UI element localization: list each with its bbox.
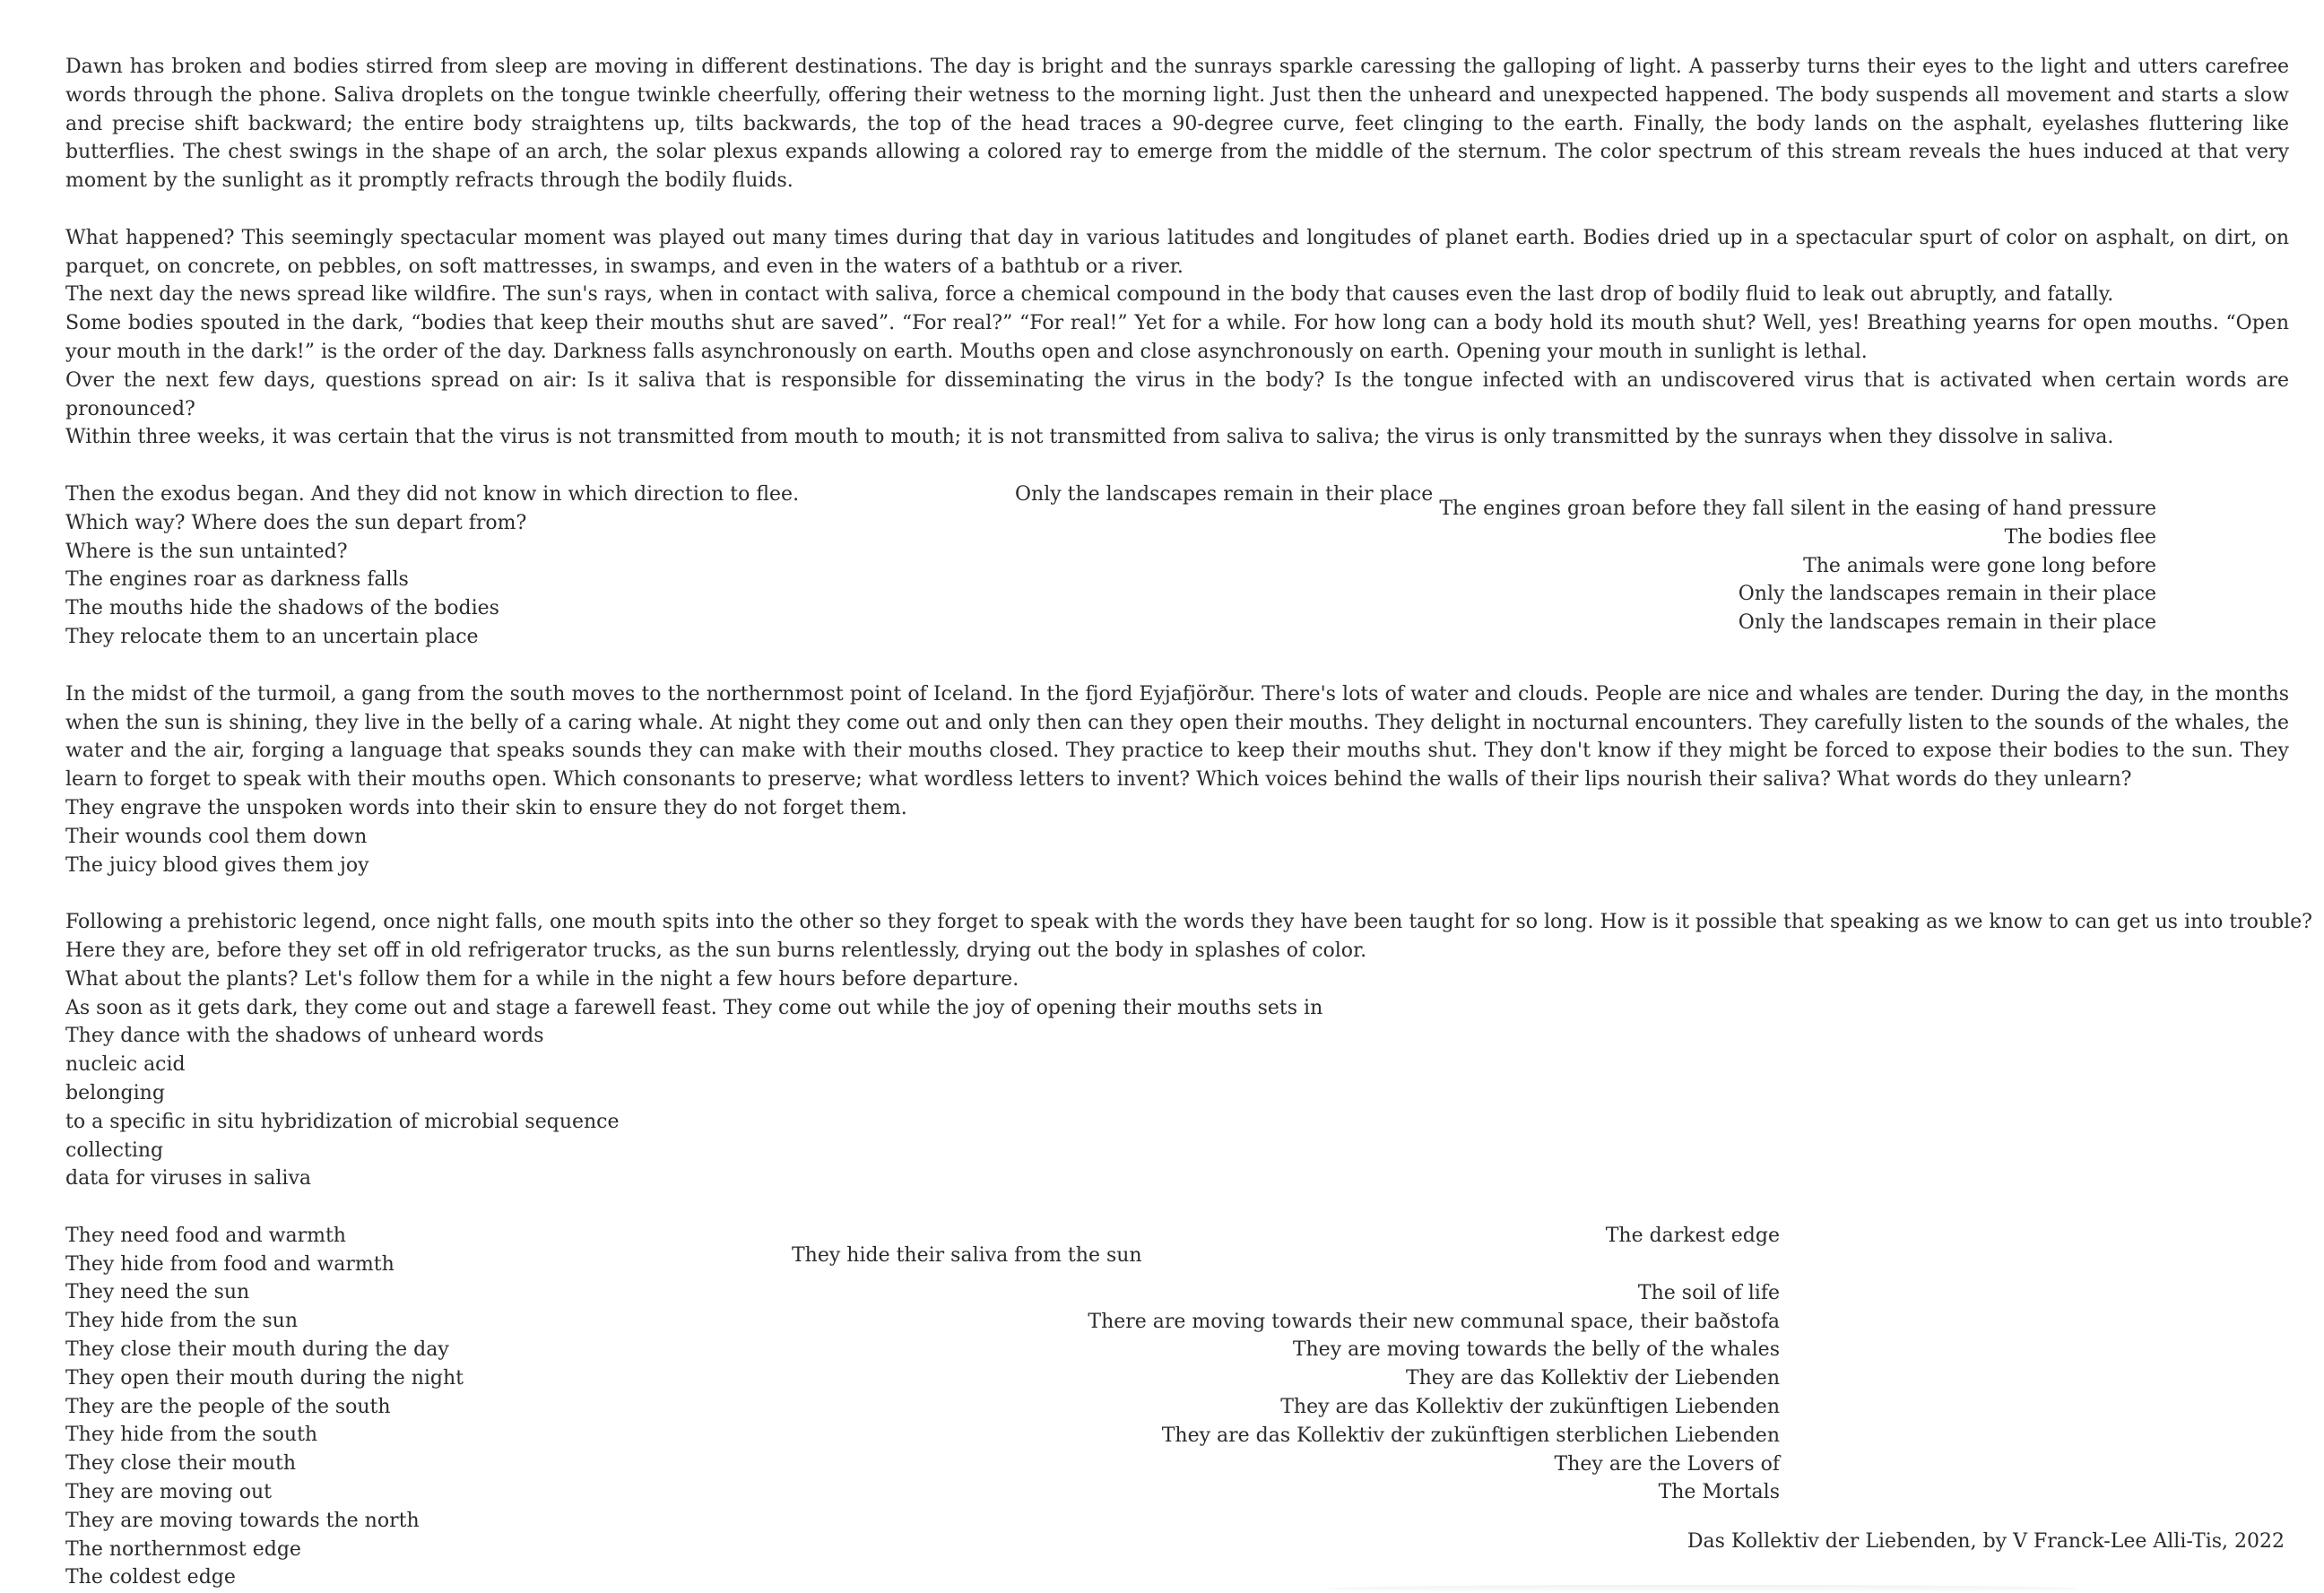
- poem-line: They hide from the sun: [65, 1310, 298, 1333]
- poem-line: The northernmost edge: [65, 1537, 301, 1561]
- text-line: As soon as it gets dark, they come out and stage a farewell feast. They come out while the joy of opening their mouths sets in: [65, 996, 1323, 1019]
- essay-page: [65, 53, 2312, 1593]
- exodus-poem: [65, 480, 2289, 652]
- text-line: Following a prehistoric legend, once night falls, one mouth spits into the other so they forget to speak with the words they have been taught for so long. How is it possible that speaking as we know to can get us into trouble?: [65, 911, 2312, 934]
- poem-line: The engines roar as darkness falls: [65, 568, 409, 592]
- poem-line: Where is the sun untainted?: [65, 540, 348, 563]
- text-line: to a specific in situ hybridization of microbial sequence: [65, 1110, 620, 1133]
- poem-line: Then the exodus began. And they did not know in which direction to flee.: [65, 482, 800, 506]
- three-weeks-paragraph: Within three weeks, it was certain that the virus is not transmitted from mouth to mouth; it is not transmitted from saliva to saliva; the virus is only transmitted by the sunrays when they dissolve in saliva.: [65, 426, 2114, 449]
- poem-line: They hide from the south: [65, 1424, 318, 1447]
- poem-line: They hide from food and warmth: [65, 1252, 395, 1276]
- poem-right-line: They are moving towards the belly of the whales: [1292, 1338, 1780, 1362]
- poem-right-line: The Mortals: [1658, 1481, 1780, 1504]
- text-line: The juicy blood gives them joy: [65, 853, 369, 877]
- poem-right-line: They are das Kollektiv der Liebenden: [1405, 1367, 1780, 1390]
- poem-line: The coldest edge: [65, 1566, 236, 1589]
- what-happened-paragraph: What happened? This seemingly spectacular moment was played out many times during that day in various latitudes and longitudes of planet earth. Bodies dried up in a spectacular spurt of color on asphalt, on dirt, on parquet, on concrete, on pebbles, on soft mattresses, in swamps, and even in the waters of a bathtub or a river.: [65, 226, 2289, 278]
- poem-line: They are the people of the south: [65, 1395, 391, 1418]
- poem-right-line: The engines groan before they fall silent in the easing of hand pressure: [1439, 497, 2156, 520]
- bottom-shadow: [1327, 1585, 2080, 1592]
- news-paragraph: The next day the news spread like wildfire. The sun's rays, when in contact with saliva, force a chemical compound in the body that causes even the last drop of bodily fluid to leak out abruptly, and fatally.: [65, 283, 2114, 307]
- poem-line: They relocate them to an uncertain place: [65, 625, 479, 648]
- text-line: collecting: [65, 1138, 164, 1162]
- poem-center-line: They hide their saliva from the sun: [792, 1243, 1142, 1267]
- text-line: Their wounds cool them down: [65, 825, 368, 848]
- text-line: data for viruses in saliva: [65, 1167, 312, 1190]
- intro-paragraph: Dawn has broken and bodies stirred from sleep are moving in different destinations. The day is bright and the sunrays sparkle caressing the galloping of light. A passerby turns their eyes to the light and utters carefree words through the phone. Saliva droplets on the tongue twinkle cheerfully, offering their wetness to the morning light. Just then the unheard and unexpected happened. The body suspends all movement and starts a slow and precise shift backward; the entire body straightens up, tilts backwards, the top of the head traces a 90-degree curve, feet clinging to the earth. Finally, the body lands on the asphalt, eyelashes fluttering like butterflies. The chest swings in the shape of an arch, the solar plexus expands allowing a colored ray to emerge from the middle of the sternum. The color spectrum of this stream reveals the hues induced at that very moment by the sunlight as it promptly refracts through the bodily fluids.: [65, 56, 2289, 193]
- poem-line: They close their mouth during the day: [65, 1338, 449, 1362]
- text-line: They engrave the unspoken words into their skin to ensure they do not forget them.: [65, 796, 907, 819]
- text-line: nucleic acid: [65, 1053, 186, 1077]
- poem-line: They close their mouth: [65, 1452, 297, 1476]
- poem-right-line: There are moving towards their new communal space, their baðstofa: [1088, 1310, 1780, 1333]
- poem-line: The mouths hide the shadows of the bodies: [65, 597, 499, 620]
- poem-line: Which way? Where does the sun depart from?: [65, 511, 527, 534]
- poem-right-line: They are das Kollektiv der zukünftigen sterblichen Liebenden: [1161, 1424, 1780, 1447]
- poem-right-line: The bodies flee: [2004, 525, 2156, 549]
- poem-line: They need the sun: [65, 1281, 250, 1304]
- dark-paragraph: Some bodies spouted in the dark, “bodies that keep their mouths shut are saved”. “For real?” “For real!” Yet for a while. For how long can a body hold its mouth shut? Well, yes! Breathing yearns for open mouths. “Open your mouth in the dark!” is the order of the day. Darkness falls asynchronously on earth. Mouths open and close asynchronously on earth. Opening your mouth in sunlight is lethal.: [65, 312, 2289, 363]
- poem-right-line: The soil of life: [1637, 1281, 1780, 1304]
- poem-line: They are moving towards the north: [65, 1509, 420, 1532]
- poem-line: They are moving out: [65, 1481, 273, 1504]
- poem-right-top-line: The darkest edge: [1605, 1224, 1780, 1247]
- questions-paragraph: Over the next few days, questions spread on air: Is it saliva that is responsible for disseminating the virus in the body? Is the tongue infected with an undiscovered virus that is activated when certain words are pronounced?: [65, 368, 2289, 420]
- poem-right-line: They are the Lovers of: [1554, 1452, 1780, 1476]
- poem-line: They need food and warmth: [65, 1224, 346, 1247]
- poem-center-line: Only the landscapes remain in their place: [1015, 482, 1434, 506]
- text-line: They dance with the shadows of unheard words: [65, 1025, 544, 1048]
- poem-right-line: Only the landscapes remain in their place: [1738, 611, 2156, 635]
- iceland-paragraph: In the midst of the turmoil, a gang from the south moves to the northernmost point of Iceland. In the fjord Eyjafjörður. There's lots of water and clouds. People are nice and whales are tender. During the day, in the months when the sun is shining, they live in the belly of a caring whale. At night they come out and only then can they open their mouths. They delight in nocturnal encounters. They carefully listen to the sounds of the whales, the water and the air, forging a language that speaks sounds they can make with their mouths closed. They practice to keep their mouths shut. They don't know if they might be forced to expose their bodies to the sun. They learn to forget to speak with their mouths open. Which consonants to preserve; what wordless letters to invent? Which voices behind the walls of their lips nourish their saliva? What words do they unlearn?: [65, 682, 2289, 792]
- poem-right-line: They are das Kollektiv der zukünftigen Liebenden: [1280, 1396, 1780, 1419]
- poem-line: They open their mouth during the night: [65, 1366, 464, 1390]
- poem-right-line: The animals were gone long before: [1803, 554, 2156, 577]
- text-line: Here they are, before they set off in old refrigerator trucks, as the sun burns relentlessly, drying out the body in splashes of color.: [65, 939, 1367, 962]
- author-credit: Das Kollektiv der Liebenden, by V Franck-Lee Alli-Tis, 2022: [1687, 1530, 2285, 1553]
- text-line: belonging: [65, 1081, 165, 1104]
- poem-right-line: Only the landscapes remain in their place: [1738, 583, 2156, 606]
- text-line: What about the plants? Let's follow them for a while in the night a few hours before departure.: [65, 967, 1019, 991]
